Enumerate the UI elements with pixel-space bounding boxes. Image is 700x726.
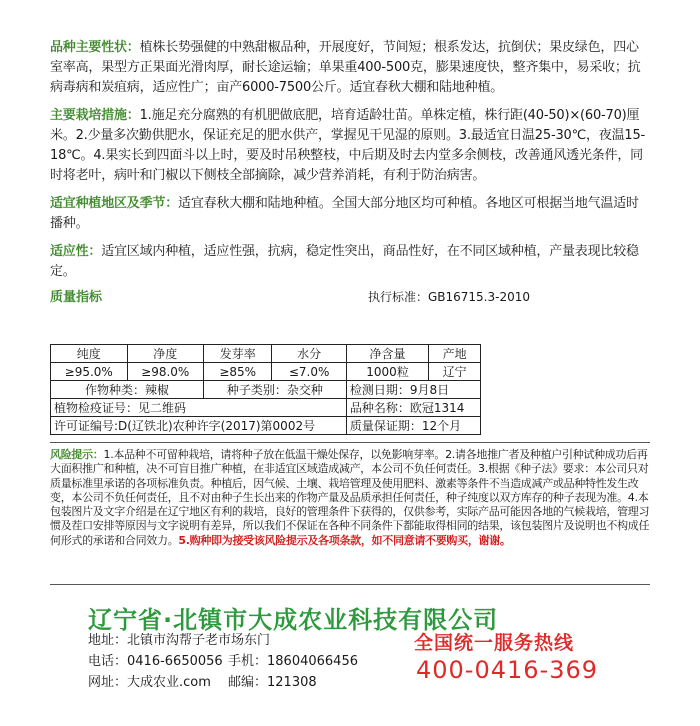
address: 地址：北镇市沟帮子老市场东门 [88, 633, 271, 648]
header-cell: 水分 [272, 345, 346, 363]
quality-standard: 执行标准：GB16715.3-2010 [367, 290, 530, 304]
contact-block [88, 630, 358, 693]
risk-notice [50, 448, 650, 548]
hotline-label: 全国统一服务热线 [414, 632, 575, 654]
company-name: 辽宁省·北镇市大成农业科技有限公司 [88, 606, 499, 634]
header-cell: 净含量 [346, 345, 428, 363]
header-cell: 产地 [429, 345, 481, 363]
value-cell: ≥95.0% [51, 363, 128, 381]
quality-info-row [51, 417, 481, 435]
variety-name: 品种名称：欧冠1314 [346, 399, 480, 417]
adaptability-text: 适宜区域内种植，适应性强，抗病，稳定性突出，商品性好，在不同区域种植，产量表现比较稳定。 [50, 244, 639, 279]
region-text: 适宜春秋大棚和陆地种植。全国大部分地区均可种植。各地区可根据当地气温适时播种。 [50, 196, 639, 231]
quality-header-row [51, 345, 481, 363]
cultivation-paragraph [50, 106, 650, 186]
value-cell: ≤7.0% [272, 363, 346, 381]
adaptability-paragraph [50, 242, 650, 282]
traits-text: 植株长势强健的中熟甜椒品种，开展度好，节间短；根系发达，抗倒伏；果皮绿色，四心室率高，果型方正果面光滑肉厚，耐长途运输；单果重400-500克，膨果速度快，整齐集中，易采收；抗病毒病和炭疽病，适应性广；亩产6000-7500公斤。适宜春秋大棚和陆地种植。 [50, 40, 641, 95]
test-date: 检测日期：9月8日 [346, 381, 480, 399]
header-cell: 发芽率 [204, 345, 272, 363]
risk-text: 1.本品种不可留种栽培，请将种子放在低温干燥处保存，以免影响芽率。2.请各地推广者及种植户引种试种成功后再大面积推广和种植，决不可盲目推广种植，在非适宜区域造成减产，本公司不负任何责任。3.根据《种子法》要求：本公司只对质量标准里承诺的各项标准负责。种植后，因气候、土壤、栽培管理及使用肥料、激素等条件不当造成减产或品种特性发生改变，本公司不负任何责任，且不对由种子生长出来的作物产量及品质承担任何责任，种子纯度以双方库存的种子表现为准。4.本包装图片及文字介绍是在辽宁地区有利的栽培，良好的管理条件下获得的，仅供参考，实际产品可能因各地的气候栽培，管理习惯及茬口安排等原因与文字说明有差异，所以我们不保证在各种不同条件下都能取得相同的结果，该包装图片及说明也不构成任何形式的承诺和合同效力。 [50, 448, 650, 547]
traits-label: 品种主要性状： [50, 40, 140, 55]
cultivation-label: 主要栽培措施： [50, 108, 140, 123]
adaptability-label: 适应性： [50, 244, 102, 259]
value-cell: ≥98.0% [127, 363, 204, 381]
hotline-number: 400-0416-369 [416, 656, 599, 684]
divider [50, 442, 650, 443]
risk-label: 风险提示： [50, 448, 104, 461]
seed-type: 种子类别：杂交种 [204, 381, 347, 399]
postcode: 邮编：121308 [228, 675, 317, 690]
quality-header [50, 286, 650, 304]
header-cell: 纯度 [51, 345, 128, 363]
region-paragraph [50, 194, 650, 234]
license-number: 许可证编号:D(辽铁北)农种许字(2017)第0002号 [51, 417, 347, 435]
header-cell: 净度 [127, 345, 204, 363]
region-label: 适宜种植地区及季节： [50, 196, 179, 211]
crop-type: 作物种类：辣椒 [51, 381, 204, 399]
value-cell: ≥85% [204, 363, 272, 381]
quarantine-number: 植物检疫证号：见二维码 [51, 399, 347, 417]
quality-info-row [51, 399, 481, 417]
phone: 电话：0416-6650056 [88, 654, 223, 669]
value-cell: 1000粒 [346, 363, 428, 381]
quality-table [50, 344, 481, 435]
description-section [50, 38, 650, 304]
cultivation-text: 1.施足充分腐熟的有机肥做底肥，培育适龄壮苗。单株定植，株行距(40-50)×(60-70)厘米。2.少量多次勤供肥水，保证充足的肥水供产，掌握见干见湿的原则。3.最适宜日温25-30℃，夜温15-18℃。4.果实长到四面斗以上时，要及时吊秧整枝，中后期及时去内堂多余侧枝，改善通风透光条件，同时将老叶，病叶和门椒以下侧枝全部摘除，减少营养消耗，有利于防治病害。 [50, 108, 646, 183]
quality-title: 质量指标 [50, 290, 103, 305]
divider [50, 584, 650, 585]
quality-value-row [51, 363, 481, 381]
quality-info-row [51, 381, 481, 399]
website: 网址：大成农业.com [88, 675, 211, 690]
mobile: 手机：18604066456 [228, 654, 358, 669]
warranty-period: 质量保证期：12个月 [346, 417, 480, 435]
traits-paragraph [50, 38, 650, 98]
risk-warning: 5.购种即为接受该风险提示及各项条款，如不同意请不要购买，谢谢。 [178, 533, 511, 547]
value-cell: 辽宁 [429, 363, 481, 381]
